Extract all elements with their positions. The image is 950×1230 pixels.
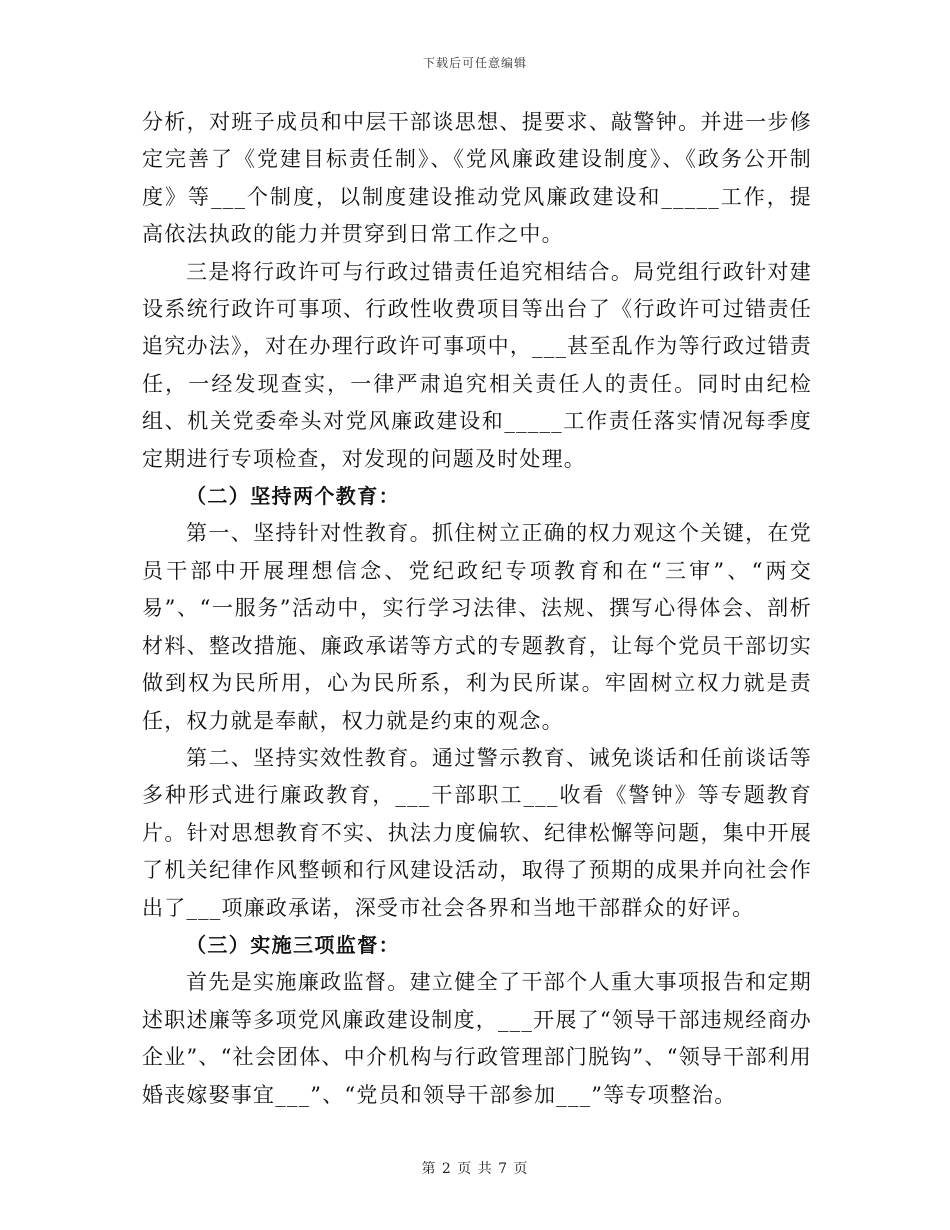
section-heading-supervision: （三）实施三项监督：	[186, 932, 400, 957]
paragraph-integrity-supervision: 首先是实施廉政监督。建立健全了干部个人重大事项报告和定期述职述廉等多项党风廉政建设制度，___开展了“领导干部违规经商办企业”、“社会团体、中介机构与行政管理部门脱钩”、“领导干部利用婚丧嫁娶事宜___”、“党员和领导干部参加___”等专项整治。	[142, 970, 812, 1107]
paragraph-targeted-education: 第一、坚持针对性教育。抓住树立正确的权力观这个关键，在党员干部中开展理想信念、党纪政纪专项教育和在“三审”、“两交易”、“一服务”活动中，实行学习法律、法规、撰写心得体会、剖析材料、整改措施、廉政承诺等方式的专题教育，让每个党员干部切实做到权为民所用，心为民所系，利为民所谋。牢固树立权力就是责任，权力就是奉献，权力就是约束的观念。	[142, 521, 812, 733]
document-body	[142, 104, 812, 1114]
section-heading-education: （二）坚持两个教育：	[186, 484, 400, 509]
page-header: 下载后可任意编辑	[422, 56, 527, 70]
paragraph-effective-education: 第二、坚持实效性教育。通过警示教育、诫免谈话和任前谈话等多种形式进行廉政教育，___干部职工___收看《警钟》等专题教育片。针对思想教育不实、执法力度偏软、纪律松懈等问题，集中开展了机关纪律作风整顿和行风建设活动，取得了预期的成果并向社会作出了___项廉政承诺，深受市社会各界和当地干部群众的好评。	[142, 745, 812, 920]
paragraph-continuation: 分析，对班子成员和中层干部谈思想、提要求、敲警钟。并进一步修定完善了《党建目标责任制》、《党风廉政建设制度》、《政务公开制度》等___个制度，以制度建设推动党风廉政建设和_____工作，提高依法执政的能力并贯穿到日常工作之中。	[142, 110, 812, 247]
paragraph-admin-permit: 三是将行政许可与行政过错责任追究相结合。局党组行政针对建设系统行政许可事项、行政性收费项目等出台了《行政许可过错责任追究办法》，对在办理行政许可事项中，___甚至乱作为等行政过错责任，一经发现查实，一律严肃追究相关责任人的责任。同时由纪检组、机关党委牵头对党风廉政建设和_____工作责任落实情况每季度定期进行专项检查，对发现的问题及时处理。	[142, 259, 812, 471]
page-footer: 第 2 页 共 7 页	[421, 1161, 529, 1177]
